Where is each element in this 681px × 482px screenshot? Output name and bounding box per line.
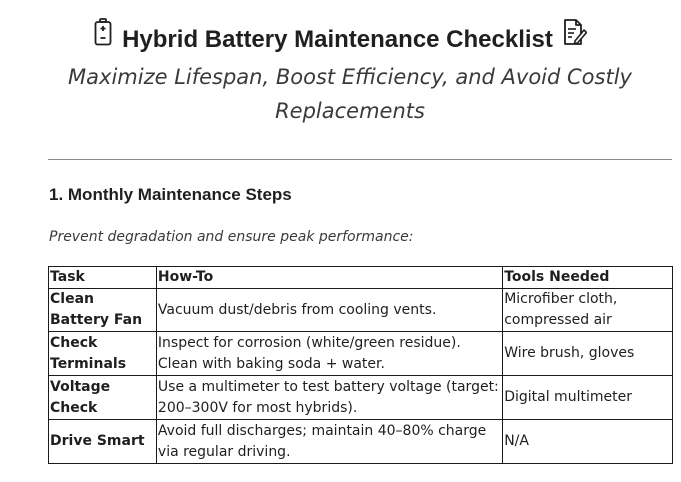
column-header-how-to: How-To [156,267,502,289]
task-cell: Check Terminals [49,332,157,376]
tools-cell: Digital multimeter [503,376,673,420]
how-to-cell: Use a multimeter to test battery voltage (target: 200–300V for most hybrids). [156,376,502,420]
how-to-cell: Vacuum dust/debris from cooling vents. [156,289,502,332]
battery-icon [94,18,112,56]
column-header-tools: Tools Needed [503,267,673,289]
tools-cell: N/A [503,420,673,464]
table-header-row [49,267,673,289]
task-cell: Clean Battery Fan [49,289,157,332]
table-row [49,420,673,464]
column-header-task: Task [49,267,157,289]
horizontal-divider [48,159,672,160]
task-cell: Drive Smart [49,420,157,464]
title-row [0,22,681,57]
page-subtitle: Maximize Lifespan, Boost Efficiency, and Avoid Costly Replacements [68,65,632,123]
task-cell: Voltage Check [49,376,157,420]
maintenance-table [48,266,673,464]
table-row [49,289,673,332]
table-row [49,332,673,376]
how-to-cell: Avoid full discharges; maintain 40–80% charge via regular driving. [156,420,502,464]
memo-icon [563,18,587,56]
tools-cell: Wire brush, gloves [503,332,673,376]
section-intro: Prevent degradation and ensure peak performance: [49,229,414,245]
table-row [49,376,673,420]
page-title: Hybrid Battery Maintenance Checklist [122,25,553,53]
section-heading: 1. Monthly Maintenance Steps [49,185,292,204]
how-to-cell: Inspect for corrosion (white/green residue). Clean with baking soda + water. [156,332,502,376]
tools-cell: Microfiber cloth, compressed air [503,289,673,332]
